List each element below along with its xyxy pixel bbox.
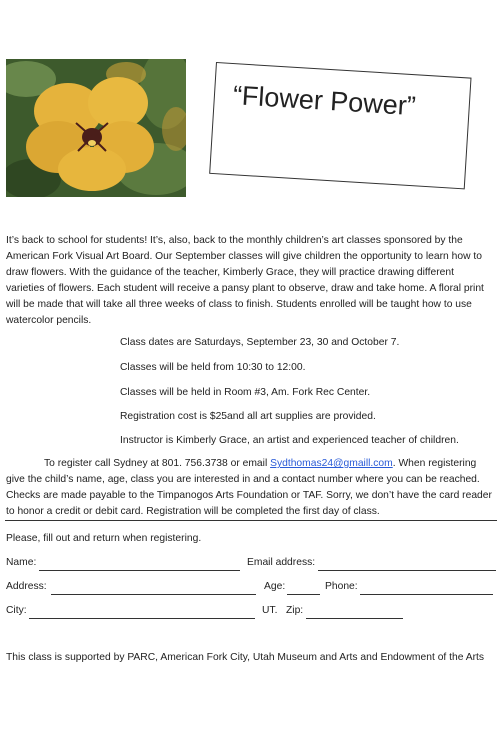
register-prefix: To register call Sydney at 801. 756.3738 or email bbox=[44, 458, 271, 469]
zip-field[interactable] bbox=[306, 618, 403, 619]
pansy-flower-image bbox=[6, 59, 186, 197]
city-label: City: bbox=[6, 605, 27, 616]
form-intro: Please, fill out and return when registering. bbox=[6, 533, 202, 544]
register-paragraph bbox=[6, 456, 494, 520]
name-label: Name: bbox=[6, 557, 37, 568]
city-field[interactable] bbox=[29, 618, 255, 619]
detail-class-times: Classes will be held from 10:30 to 12:00. bbox=[120, 362, 306, 373]
zip-label: Zip: bbox=[286, 605, 304, 616]
state-label: UT. bbox=[262, 605, 278, 616]
footer-sponsors: This class is supported by PARC, American Fork City, Utah Museum and Arts and Endowment of the Arts bbox=[6, 652, 485, 663]
intro-paragraph: It’s back to school for students! It’s, also, back to the monthly children’s art classes sponsored by the American Fork Visual Art Board. Our September classes will give children the opportunity to learn how to draw flowers. With the guidance of the teacher, Kimberly Grace, they will practice drawing different varieties of flowers. Each student will receive a pansy plant to observe, draw and take home. A floral print will be made that will take all three weeks of class to finish. Students enrolled will be taught how to use watercolor pencils. bbox=[6, 235, 484, 326]
email-field[interactable] bbox=[318, 570, 496, 571]
title-box bbox=[209, 62, 471, 189]
pansy-photo bbox=[6, 59, 186, 197]
name-field[interactable] bbox=[39, 570, 240, 571]
page-title: “Flower Power” bbox=[232, 80, 417, 122]
detail-room: Classes will be held in Room #3, Am. Fork Rec Center. bbox=[120, 387, 371, 398]
address-field[interactable] bbox=[51, 594, 256, 595]
email-label: Email address: bbox=[247, 557, 316, 568]
detail-cost: Registration cost is $25and all art supplies are provided. bbox=[120, 411, 376, 422]
section-divider bbox=[5, 520, 497, 521]
phone-label: Phone: bbox=[325, 581, 358, 592]
age-field[interactable] bbox=[287, 594, 320, 595]
email-link[interactable]: Sydthomas24@gmaill.com bbox=[270, 458, 393, 469]
register-suffix: . When registering give the child’s name, age, class you are interested in and a contact number where you can be reached. Checks are made payable to the Timpanogos Arts Foundation or TAF. Sorry, we don’t have the card reader to honor a credit or debit card. Registration will be completed the first day of class. bbox=[6, 458, 492, 517]
phone-field[interactable] bbox=[360, 594, 493, 595]
address-label: Address: bbox=[6, 581, 47, 592]
detail-class-dates: Class dates are Saturdays, September 23, 30 and October 7. bbox=[120, 337, 400, 348]
age-label: Age: bbox=[264, 581, 286, 592]
detail-instructor: Instructor is Kimberly Grace, an artist and experienced teacher of children. bbox=[120, 435, 459, 446]
